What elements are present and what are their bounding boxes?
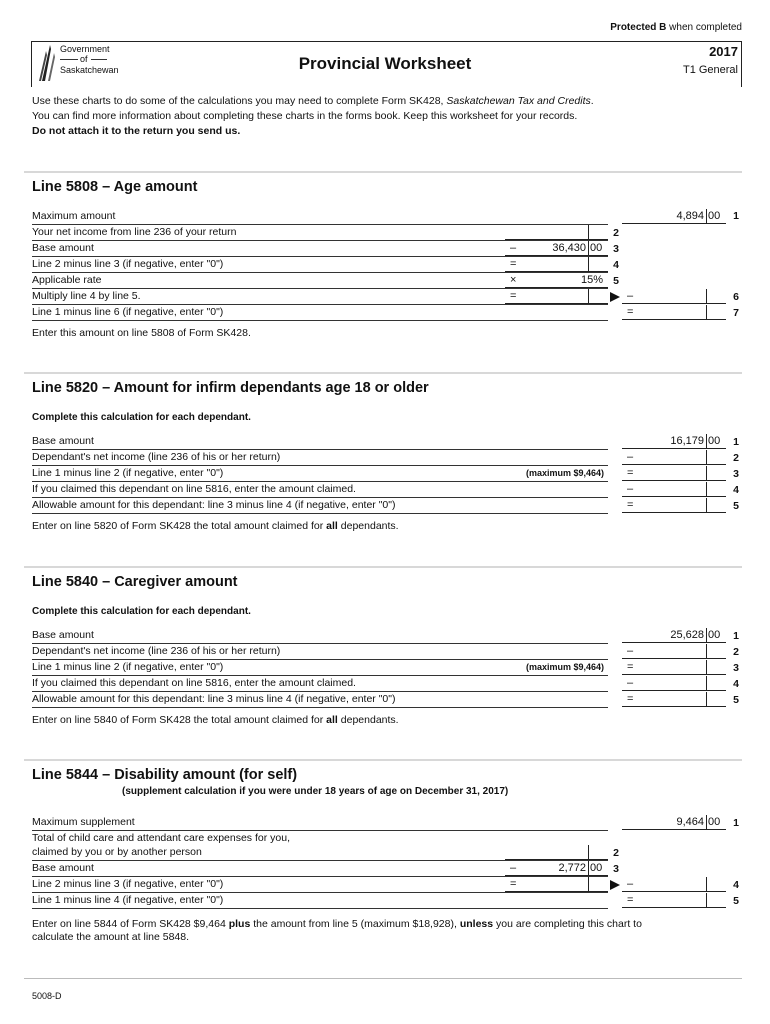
line5-field[interactable]: =	[622, 692, 726, 707]
note-5844: Enter on line 5844 of Form SK428 $9,464 plus the amount from line 5 (maximum $18,928), unless you are completing this chart to calculate the amount at line 5848.	[32, 918, 642, 943]
note-5808: Enter this amount on line 5808 of Form SK428.	[32, 327, 251, 339]
maximum-label: (maximum $9,464)	[525, 468, 604, 478]
form-number: 5008-D	[32, 991, 62, 1001]
section-title-5844: Line 5844 – Disability amount (for self)	[32, 767, 298, 783]
subtitle-5844: (supplement calculation if you were under 18 years of age on December 31, 2017)	[122, 786, 509, 797]
logo-line-3: Saskatchewan	[60, 65, 119, 75]
arrow-right-icon	[610, 292, 620, 302]
maximum-label: (maximum $9,464)	[525, 662, 604, 672]
note-5840: Enter on line 5840 of Form SK428 the total amount claimed for all dependants.	[32, 714, 399, 726]
row-5844-5: Line 1 minus line 4 (if negative, enter "0")	[32, 893, 608, 909]
footer-divider	[24, 978, 742, 979]
row-5820-1: Base amount	[32, 434, 608, 450]
dependant-income-field[interactable]: –	[622, 450, 726, 465]
max-amount-field[interactable]: 4,894 00	[622, 209, 726, 224]
section-title-5808: Line 5808 – Age amount	[32, 179, 198, 195]
arrow-right-icon	[610, 880, 620, 890]
row-5840-4: If you claimed this dependant on line 5816, enter the amount claimed.	[32, 676, 608, 692]
row-5820-3: Line 1 minus line 2 (if negative, enter "0") (maximum $9,464)	[32, 466, 608, 482]
line4-field[interactable]: –	[622, 877, 726, 892]
row-5844-3: Base amount	[32, 861, 608, 877]
net-income-field[interactable]	[505, 225, 608, 240]
subtitle-5840: Complete this calculation for each dependant.	[32, 606, 251, 617]
rate-field: × 15%	[505, 273, 608, 288]
line3-field[interactable]: =	[622, 660, 726, 675]
base-amount-field[interactable]: – 36,430 00	[505, 241, 608, 256]
row-5808-6: Multiply line 4 by line 5.	[32, 289, 608, 305]
line4-field[interactable]: –	[622, 676, 726, 691]
logo-line-2: of	[80, 54, 88, 64]
row-5844-4: Line 2 minus line 3 (if negative, enter "0")	[32, 877, 608, 893]
line4-mid-field[interactable]: =	[505, 877, 608, 892]
base-amount-field[interactable]: 16,179 00	[622, 434, 726, 449]
line7-field[interactable]: =	[622, 305, 726, 320]
section-title-5840: Line 5840 – Caregiver amount	[32, 574, 238, 590]
tax-year: 2017	[709, 44, 738, 59]
line6-mid-field[interactable]: =	[505, 289, 608, 304]
row-5808-5: Applicable rate	[32, 273, 608, 289]
row-5808-2: Your net income from line 236 of your return	[32, 225, 608, 241]
row-5840-2: Dependant's net income (line 236 of his or her return)	[32, 644, 608, 660]
subtitle-5820: Complete this calculation for each dependant.	[32, 412, 251, 423]
logo-line-1: Government	[60, 44, 110, 54]
row-5808-4: Line 2 minus line 3 (if negative, enter "0")	[32, 257, 608, 273]
care-expenses-field[interactable]	[505, 845, 608, 860]
base-amount-field[interactable]: 25,628 00	[622, 628, 726, 643]
row-5844-1: Maximum supplement	[32, 815, 608, 831]
section-divider	[24, 759, 742, 761]
row-5820-5: Allowable amount for this dependant: line 3 minus line 4 (if negative, enter "0")	[32, 498, 608, 514]
row-5840-5: Allowable amount for this dependant: line 3 minus line 4 (if negative, enter "0")	[32, 692, 608, 708]
line5-field[interactable]: =	[622, 498, 726, 513]
line3-field[interactable]: =	[622, 466, 726, 481]
note-5820: Enter on line 5820 of Form SK428 the total amount claimed for all dependants.	[32, 520, 399, 532]
row-5808-3: Base amount	[32, 241, 608, 257]
row-5844-2b: claimed by you or by another person	[32, 845, 608, 861]
page-title: Provincial Worksheet	[298, 54, 472, 73]
form-type: T1 General	[682, 64, 738, 76]
section-divider	[24, 171, 742, 173]
row-5808-1: Maximum amount	[32, 209, 608, 225]
row-5808-7: Line 1 minus line 6 (if negative, enter "0")	[32, 305, 608, 321]
line4-field[interactable]: =	[505, 257, 608, 272]
max-supplement-field[interactable]: 9,464 00	[622, 815, 726, 830]
section-title-5820: Line 5820 – Amount for infirm dependants age 18 or older	[32, 380, 429, 396]
row-5840-1: Base amount	[32, 628, 608, 644]
line6-field[interactable]: –	[622, 289, 726, 304]
protected-label: Protected B when completed	[610, 22, 742, 33]
dependant-income-field[interactable]: –	[622, 644, 726, 659]
base-amount-field[interactable]: – 2,772 00	[505, 861, 608, 876]
line5-field[interactable]: =	[622, 893, 726, 908]
row-5820-2: Dependant's net income (line 236 of his or her return)	[32, 450, 608, 466]
row-5840-3: Line 1 minus line 2 (if negative, enter "0") (maximum $9,464)	[32, 660, 608, 676]
row-5844-2a: Total of child care and attendant care expenses for you,	[32, 832, 290, 844]
section-divider	[24, 566, 742, 568]
row-5820-4: If you claimed this dependant on line 5816, enter the amount claimed.	[32, 482, 608, 498]
intro-text: Use these charts to do some of the calculations you may need to complete Form SK428, Saskatchewan Tax and Credits. You can find more information about completing these charts in the forms book. Keep this worksheet for your records. Do not attach it to the return you send us.	[32, 95, 594, 137]
line4-field[interactable]: –	[622, 482, 726, 497]
section-divider	[24, 372, 742, 374]
